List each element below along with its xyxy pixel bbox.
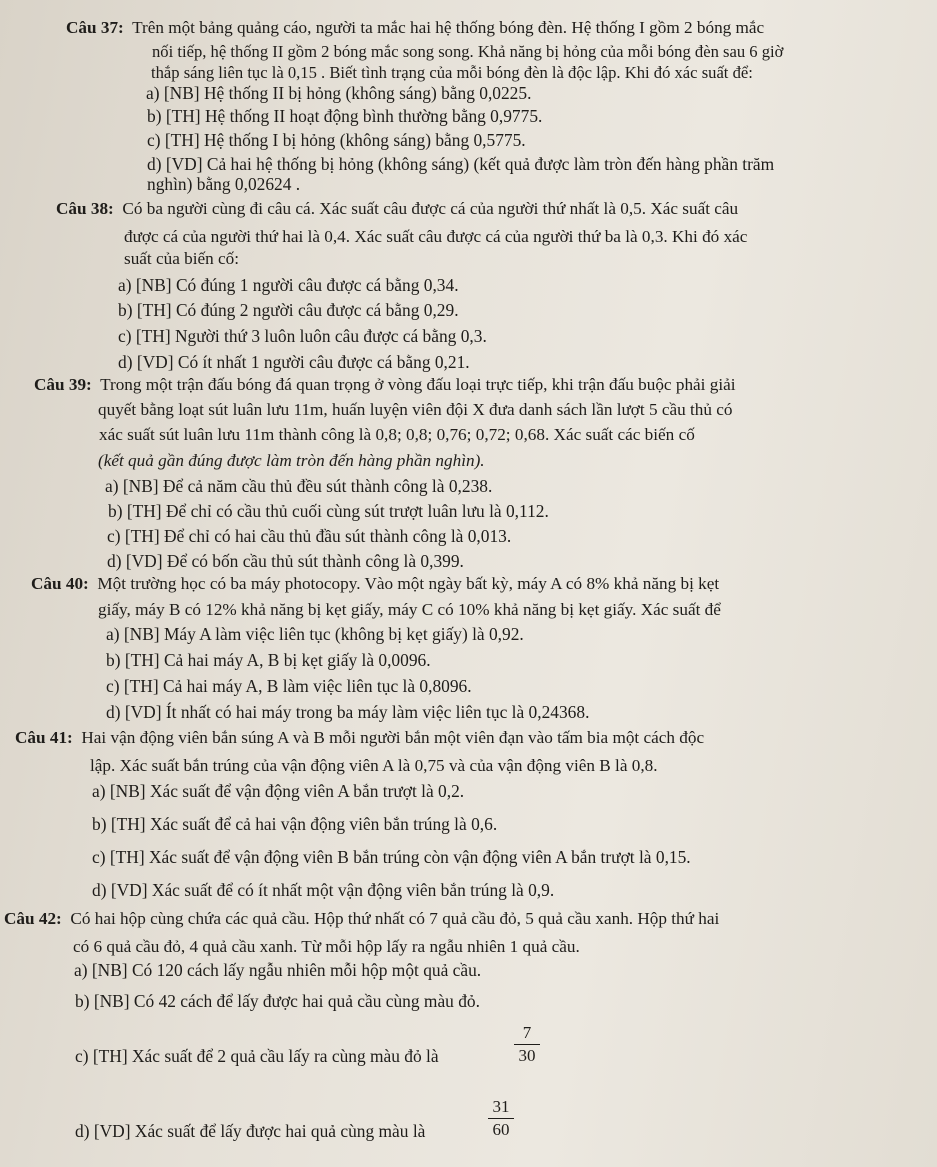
q41-option-d: d) [VD] Xác suất để có ít nhất một vận động viên bắn trúng là 0,9. [92, 880, 555, 900]
q38-option-c: c) [TH] Người thứ 3 luôn luôn câu được cá bằng 0,3. [118, 326, 487, 346]
q39-line-3: xác suất sút luân lưu 11m thành công là 0,8; 0,8; 0,76; 0,72; 0,68. Xác suất các biến cố [99, 425, 695, 444]
q42-line-1: Câu 42: Có hai hộp cùng chứa các quả cầu. Hộp thứ nhất có 7 quả cầu đỏ, 5 quả cầu xanh. Hộp thứ hai [4, 909, 720, 928]
q38-option-b: b) [TH] Có đúng 2 người câu được cá bằng 0,29. [118, 300, 459, 320]
q37-line-1: Câu 37: Trên một bảng quảng cáo, người ta mắc hai hệ thống bóng đèn. Hệ thống I gồm 2 bóng mắc [66, 18, 765, 37]
q40-option-c: c) [TH] Cả hai máy A, B làm việc liên tục là 0,8096. [106, 676, 472, 696]
q37-option-a: a) [NB] Hệ thống II bị hỏng (không sáng) bằng 0,0225. [146, 83, 532, 103]
fraction-denominator: 60 [492, 1120, 510, 1140]
q37-line-3: thắp sáng liên tục là 0,15 . Biết tình trạng của mỗi bóng đèn là độc lập. Khi đó xác suất để: [151, 63, 753, 82]
fraction-denominator: 30 [518, 1046, 536, 1066]
q40-number: Câu 40: [31, 574, 89, 593]
q41-number: Câu 41: [15, 728, 73, 747]
q42-fraction-c [514, 1023, 540, 1066]
q38-option-d: d) [VD] Có ít nhất 1 người câu được cá bằng 0,21. [118, 352, 470, 372]
q41-option-a: a) [NB] Xác suất để vận động viên A bắn trượt là 0,2. [92, 781, 465, 801]
q41-line-1: Câu 41: Hai vận động viên bắn súng A và B mỗi người bắn một viên đạn vào tấm bia một cách độc [15, 728, 705, 747]
q42-fraction-d [488, 1097, 514, 1140]
q39-option-b: b) [TH] Để chỉ có cầu thủ cuối cùng sút trượt luân lưu là 0,112. [108, 501, 549, 521]
q39-option-a: a) [NB] Để cả năm cầu thủ đều sút thành công là 0,238. [105, 476, 493, 496]
q41-line-2: lập. Xác suất bắn trúng của vận động viên A là 0,75 và của vận động viên B là 0,8. [90, 756, 658, 775]
q42-option-a: a) [NB] Có 120 cách lấy ngẫu nhiên mỗi hộp một quả cầu. [74, 960, 482, 980]
q41-option-c: c) [TH] Xác suất để vận động viên B bắn trúng còn vận động viên A bắn trượt là 0,15. [92, 847, 691, 867]
q37-option-d: d) [VD] Cả hai hệ thống bị hỏng (không sáng) (kết quả được làm tròn đến hàng phần trăm [147, 154, 775, 174]
q39-line-2: quyết bằng loạt sút luân lưu 11m, huấn luyện viên đội X đưa danh sách lần lượt 5 cầu thủ có [98, 400, 733, 419]
fraction-numerator: 7 [522, 1023, 532, 1042]
q39-option-d: d) [VD] Để có bốn cầu thủ sút thành công là 0,399. [107, 551, 464, 571]
q40-line-1: Câu 40: Một trường học có ba máy photocopy. Vào một ngày bất kỳ, máy A có 8% khả năng bị kẹt [31, 574, 720, 593]
q38-line-3: suất của biến cố: [124, 249, 240, 268]
q38-option-a: a) [NB] Có đúng 1 người câu được cá bằng 0,34. [118, 275, 459, 295]
q42-number: Câu 42: [4, 909, 62, 928]
fraction-bar [514, 1044, 540, 1045]
q40-option-b: b) [TH] Cả hai máy A, B bị kẹt giấy là 0,0096. [106, 650, 431, 670]
q37-line-2: nối tiếp, hệ thống II gồm 2 bóng mắc song song. Khả năng bị hỏng của mỗi bóng đèn sau 6 giờ [152, 42, 784, 61]
q42-option-d: d) [VD] Xác suất để lấy được hai quả cùng màu là [75, 1121, 426, 1141]
q39-line-1: Câu 39: Trong một trận đấu bóng đá quan trọng ở vòng đấu loại trực tiếp, khi trận đấu buộc phải giải [34, 375, 736, 394]
q40-line-2: giấy, máy B có 12% khả năng bị kẹt giấy, máy C có 10% khả năng bị kẹt giấy. Xác suất để [98, 600, 721, 619]
q38-line-1: Câu 38: Có ba người cùng đi câu cá. Xác suất câu được cá của người thứ nhất là 0,5. Xác suất câu [56, 199, 739, 218]
q42-line-2: có 6 quả cầu đỏ, 4 quả cầu xanh. Từ mỗi hộp lấy ra ngẫu nhiên 1 quả cầu. [73, 937, 580, 956]
q38-number: Câu 38: [56, 199, 114, 218]
q38-line-2: được cá của người thứ hai là 0,4. Xác suất câu được cá của người thứ ba là 0,3. Khi đó xác [124, 227, 748, 246]
q41-option-b: b) [TH] Xác suất để cả hai vận động viên bắn trúng là 0,6. [92, 814, 498, 834]
q40-option-a: a) [NB] Máy A làm việc liên tục (không bị kẹt giấy) là 0,92. [106, 624, 524, 644]
q37-option-b: b) [TH] Hệ thống II hoạt động bình thường bằng 0,9775. [147, 106, 543, 126]
fraction-bar [488, 1118, 514, 1119]
q42-option-b: b) [NB] Có 42 cách để lấy được hai quả cầu cùng màu đỏ. [75, 991, 480, 1011]
q37-number: Câu 37: [66, 18, 124, 37]
q42-option-c: c) [TH] Xác suất để 2 quả cầu lấy ra cùng màu đỏ là [75, 1046, 439, 1066]
q37-option-d-cont: nghìn) bằng 0,02624 . [147, 174, 301, 194]
q39-option-c: c) [TH] Để chỉ có hai cầu thủ đầu sút thành công là 0,013. [107, 526, 512, 546]
q40-option-d: d) [VD] Ít nhất có hai máy trong ba máy làm việc liên tục là 0,24368. [106, 702, 590, 722]
q39-note: (kết quả gần đúng được làm tròn đến hàng phần nghìn). [98, 451, 485, 470]
fraction-numerator: 31 [492, 1097, 510, 1116]
q37-option-c: c) [TH] Hệ thống I bị hỏng (không sáng) bằng 0,5775. [147, 130, 526, 150]
q39-number: Câu 39: [34, 375, 92, 394]
